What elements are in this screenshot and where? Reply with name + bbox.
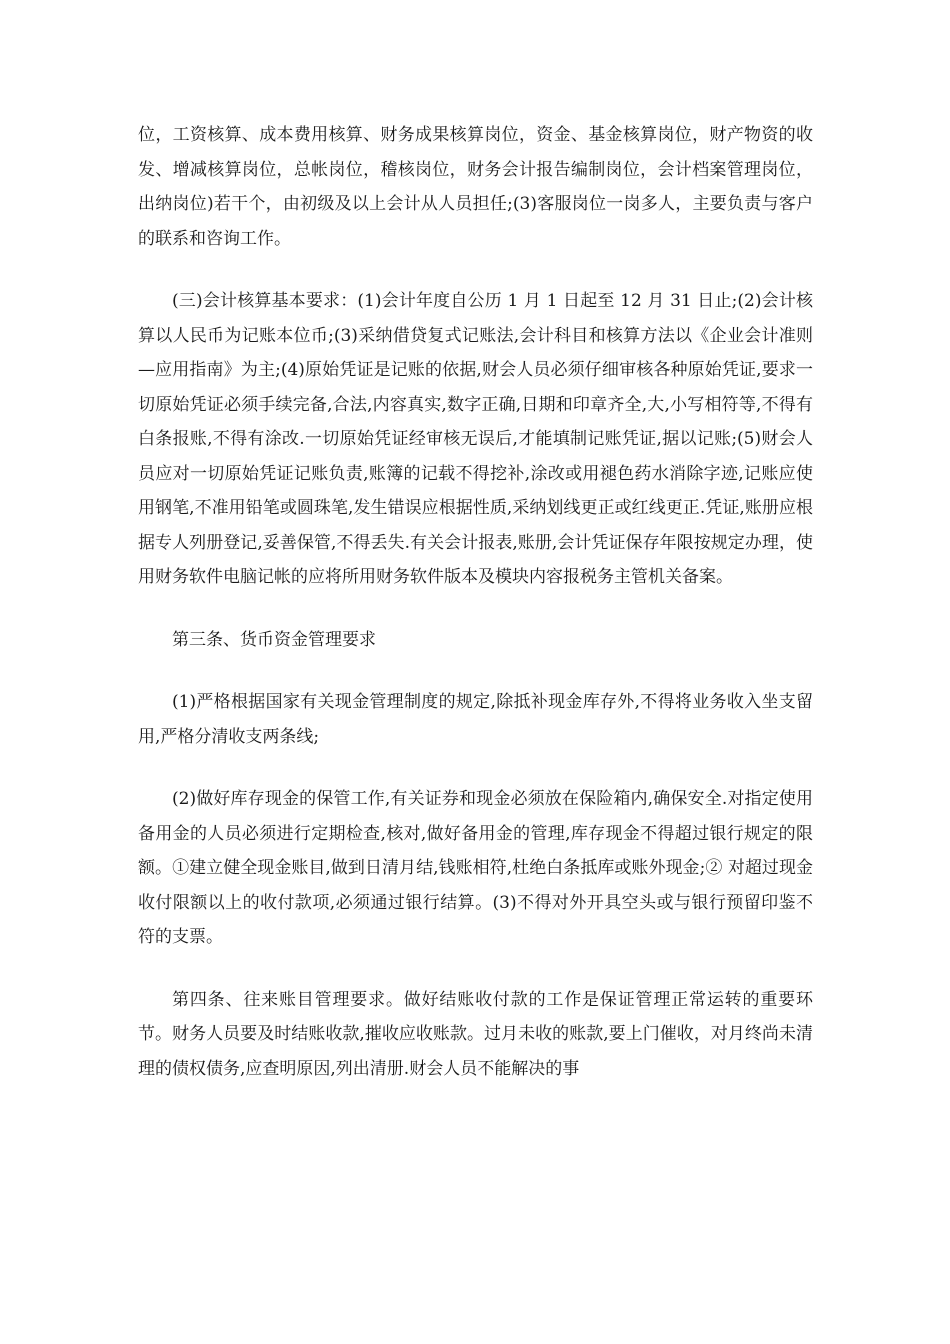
paragraph-article-4: 第四条、往来账目管理要求。做好结账收付款的工作是保证管理正常运转的重要环节。财务人员要及时结账收款,摧收应收账款。过月未收的账款,要上门催收，对月终尚未清理的债权债务,应查明原因,列出清册.财会人员不能解决的事 <box>138 989 813 1079</box>
paragraph-cash-rule-2: (2)做好库存现金的保管工作,有关证券和现金必须放在保险箱内,确保安全.对指定使用备用金的人员必须进行定期检查,核对,做好备用金的管理,库存现金不得超过银行规定的限额。①建立健全现金账目,做到日清月结,钱账相符,杜绝白条抵库或账外现金;② 对超过现金收付限额以上的收付款项,必须通过银行结算。(3)不得对外开具空头或与银行预留印鉴不符的支票。 <box>138 789 813 947</box>
paragraph-accounting-requirements: (三)会计核算基本要求：(1)会计年度自公历 1 月 1 日起至 12 月 31 日止;(2)会计核算以人民币为记账本位币;(3)采纳借贷复式记账法,会计科目和核算方法以《企业会计准则—应用指南》为主;(4)原始凭证是记账的依据,财会人员必须仔细审核各种原始凭证,要求一切原始凭证必须手续完备,合法,内容真实,数字正确,日期和印章齐全,大,小写相符等,不得有白条报账,不得有涂改.一切原始凭证经审核无误后,才能填制记账凭证,据以记账;(5)财会人员应对一切原始凭证记账负责,账簿的记载不得挖补,涂改或用褪色药水消除字迹,记账应使用钢笔,不准用铅笔或圆珠笔,发生错误应根据性质,采纳划线更正或红线更正.凭证,账册应根据专人列册登记,妥善保管,不得丢失.有关会计报表,账册,会计凭证保存年限按规定办理，使用财务软件电脑记帐的应将所用财务软件版本及模块内容报税务主管机关备案。 <box>138 291 813 587</box>
document-page <box>138 118 813 1114</box>
article-3-heading: 第三条、货币资金管理要求 <box>172 629 376 650</box>
paragraph-accounting-posts: 位，工资核算、成本费用核算、财务成果核算岗位，资金、基金核算岗位，财产物资的收发、增减核算岗位，总帐岗位，稽核岗位，财务会计报告编制岗位，会计档案管理岗位，出纳岗位)若干个，由初级及以上会计从人员担任;(3)客服岗位一岗多人，主要负责与客户的联系和咨询工作。 <box>138 125 813 249</box>
paragraph-cash-rule-1: (1)严格根据国家有关现金管理制度的规定,除抵补现金库存外,不得将业务收入坐支留用,严格分清收支两条线; <box>138 692 813 747</box>
